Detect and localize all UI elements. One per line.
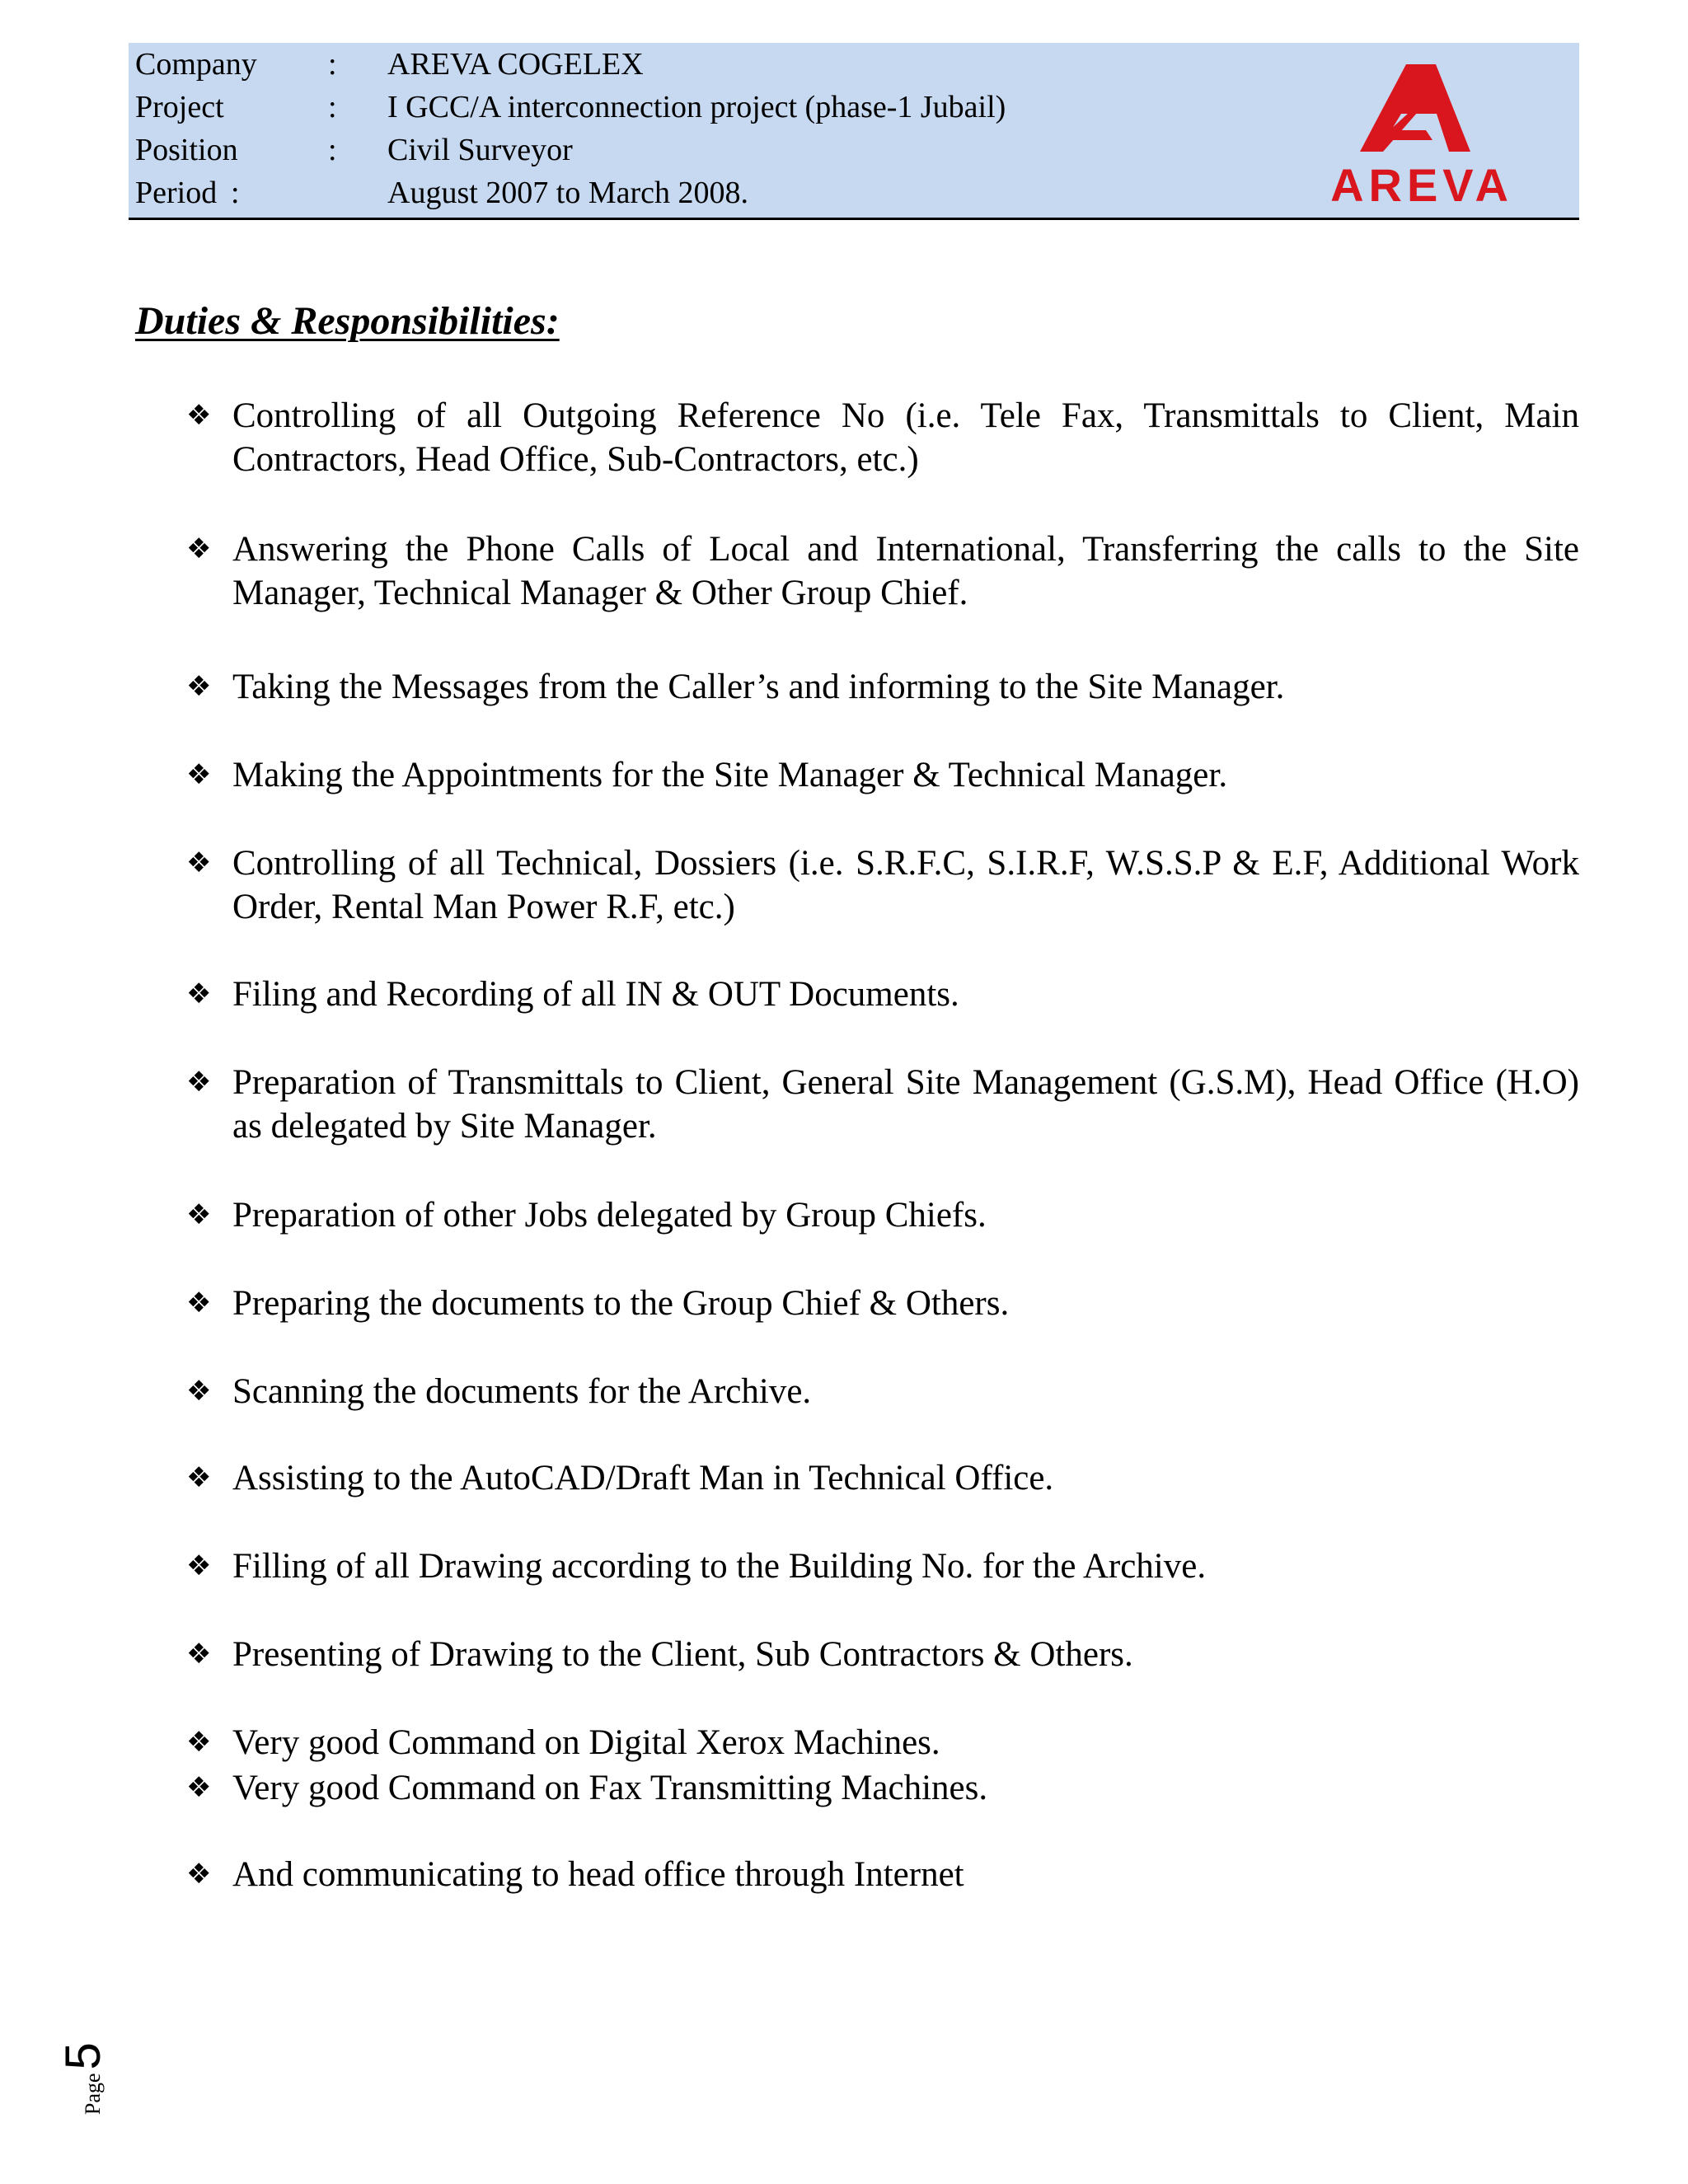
page-label: Page xyxy=(81,2073,105,2115)
project-separator: : xyxy=(328,90,337,124)
duty-text: Controlling of all Outgoing Reference No (i.e. Tele Fax, Transmittals to Client, Main Contractors, Head Office, Sub-Contractors, etc.) xyxy=(232,396,1579,479)
duty-item xyxy=(186,1282,1579,1325)
duty-text: Presenting of Drawing to the Client, Sub Contractors & Others. xyxy=(232,1635,1133,1674)
bullet-diamond-icon: ❖ xyxy=(186,1461,212,1494)
position-value: Civil Surveyor xyxy=(387,133,573,167)
bullet-diamond-icon: ❖ xyxy=(186,1286,212,1319)
bullet-diamond-icon: ❖ xyxy=(186,977,212,1010)
bullet-diamond-icon: ❖ xyxy=(186,1198,212,1231)
duty-item xyxy=(186,972,1579,1016)
company-separator: : xyxy=(328,47,337,82)
duty-text: Very good Command on Digital Xerox Machines. xyxy=(232,1723,940,1762)
bullet-diamond-icon: ❖ xyxy=(186,1549,212,1582)
period-separator: : xyxy=(231,176,240,210)
areva-logo-a-mark xyxy=(1360,64,1470,152)
period-label: Period xyxy=(135,176,218,210)
bullet-diamond-icon: ❖ xyxy=(186,670,212,703)
project-label: Project xyxy=(135,90,224,124)
areva-logo-graphic xyxy=(1302,54,1541,211)
period-value: August 2007 to March 2008. xyxy=(387,176,749,210)
duty-item xyxy=(186,1853,1579,1896)
duty-item xyxy=(186,1370,1579,1413)
duty-text: Preparation of other Jobs delegated by Group Chiefs. xyxy=(232,1196,987,1235)
duty-text: And communicating to head office through Internet xyxy=(232,1855,964,1894)
areva-logo-wordmark: AREVA xyxy=(1330,159,1513,211)
duty-item xyxy=(186,527,1579,615)
page-number xyxy=(54,2036,120,2118)
bullet-diamond-icon: ❖ xyxy=(186,399,212,432)
duty-text: Preparing the documents to the Group Chief & Others. xyxy=(232,1284,1010,1323)
areva-logo xyxy=(1302,54,1541,211)
bullet-diamond-icon: ❖ xyxy=(186,532,212,565)
duty-item xyxy=(186,1721,1579,1765)
duty-item xyxy=(186,1061,1579,1148)
position-label: Position xyxy=(135,133,238,167)
duty-item xyxy=(186,1456,1579,1500)
duty-text: Answering the Phone Calls of Local and International, Transferring the calls to the Site Manager, Technical Manager & Other Group Chief. xyxy=(232,530,1579,612)
duty-text: Filling of all Drawing according to the Building No. for the Archive. xyxy=(232,1547,1207,1586)
section-title: Duties & Responsibilities: xyxy=(135,299,560,343)
duty-text: Making the Appointments for the Site Manager & Technical Manager. xyxy=(232,756,1228,794)
duty-text: Controlling of all Technical, Dossiers (i.e. S.R.F.C, S.I.R.F, W.S.S.P & E.F, Additional Work Order, Rental Man Power R.F, etc.) xyxy=(232,844,1579,926)
duty-text: Scanning the documents for the Archive. xyxy=(232,1372,812,1411)
duty-text: Very good Command on Fax Transmitting Machines. xyxy=(232,1769,988,1807)
duty-text: Preparation of Transmittals to Client, General Site Management (G.S.M), Head Office (H.O) as delegated by Site Manager. xyxy=(232,1063,1579,1146)
header-info-table xyxy=(129,43,1579,220)
duty-item xyxy=(186,753,1579,797)
bullet-diamond-icon: ❖ xyxy=(186,1726,212,1759)
duty-item xyxy=(186,1766,1579,1810)
duty-item xyxy=(186,1193,1579,1237)
duty-item xyxy=(186,394,1579,481)
bullet-diamond-icon: ❖ xyxy=(186,1066,212,1099)
page-number-rotated xyxy=(54,2042,111,2115)
duty-text: Taking the Messages from the Caller’s and informing to the Site Manager. xyxy=(232,668,1285,706)
bullet-diamond-icon: ❖ xyxy=(186,1638,212,1671)
project-value: I GCC/A interconnection project (phase-1 Jubail) xyxy=(387,90,1006,124)
bullet-diamond-icon: ❖ xyxy=(186,758,212,791)
duty-item xyxy=(186,665,1579,709)
duty-text: Assisting to the AutoCAD/Draft Man in Technical Office. xyxy=(232,1459,1054,1497)
duty-text: Filing and Recording of all IN & OUT Documents. xyxy=(232,975,959,1014)
bullet-diamond-icon: ❖ xyxy=(186,1771,212,1804)
page-number-value: 5 xyxy=(55,2042,110,2070)
bullet-diamond-icon: ❖ xyxy=(186,1375,212,1408)
bullet-diamond-icon: ❖ xyxy=(186,846,212,879)
company-label: Company xyxy=(135,47,257,82)
bullet-diamond-icon: ❖ xyxy=(186,1858,212,1891)
duty-item xyxy=(186,1633,1579,1676)
position-separator: : xyxy=(328,133,337,167)
company-value: AREVA COGELEX xyxy=(387,47,644,82)
duty-item xyxy=(186,841,1579,929)
duty-item xyxy=(186,1544,1579,1588)
